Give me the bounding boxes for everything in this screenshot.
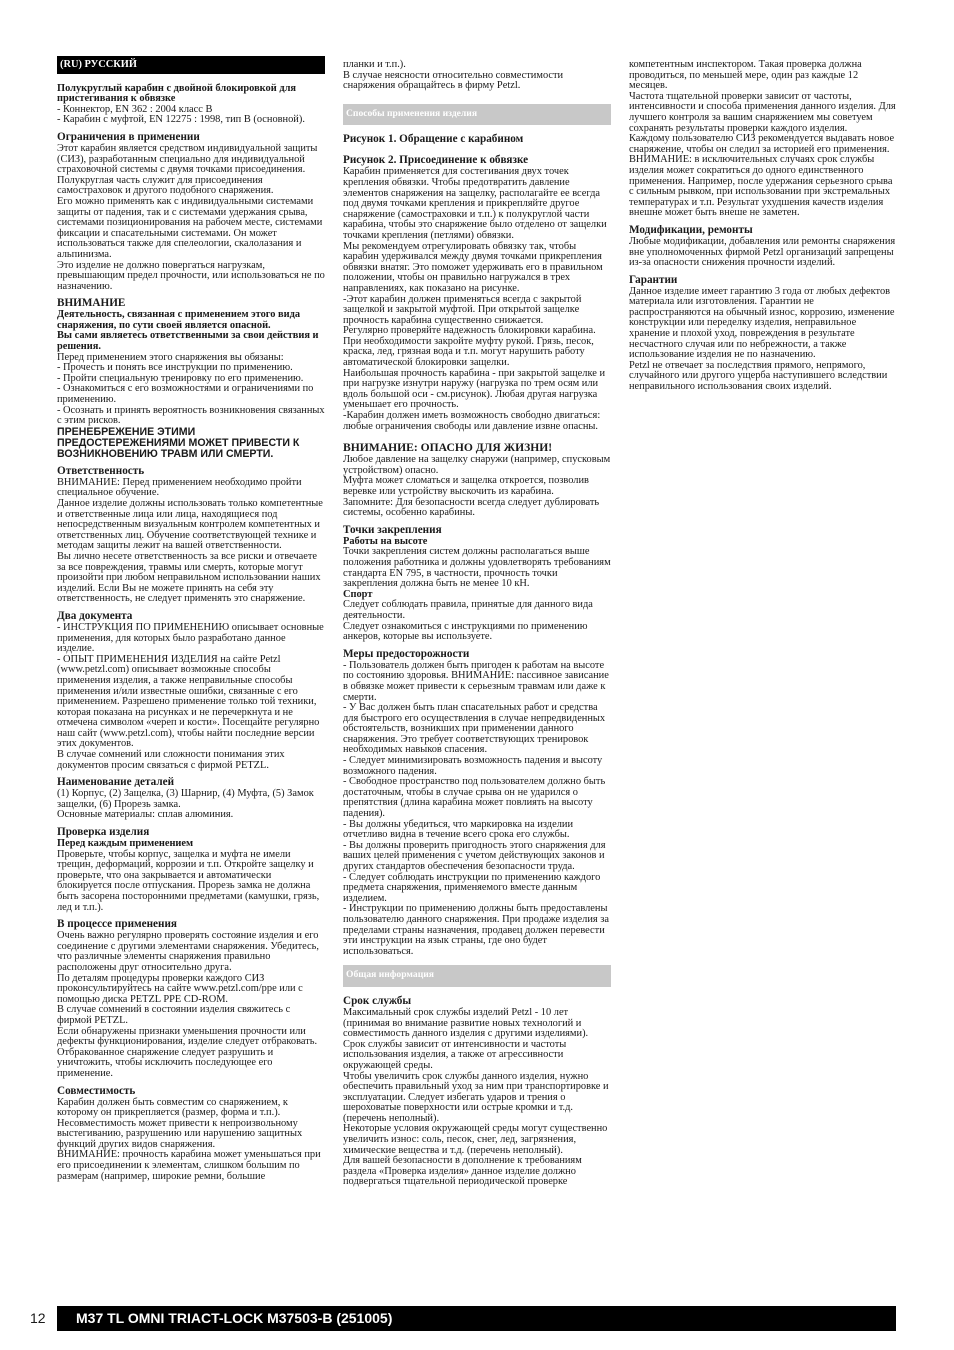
- product-title: Полукруглый карабин с двойной блокировкой для пристегивания к обвязке: [57, 82, 297, 105]
- during-text: Очень важно регулярно проверять состояние изделия и его соединение с другими элементами снаряжения. Убедитесь, что различные элементы снаряжения правильно расположены друг относительно друга. По деталям процедуры проверки каждого СИЗ проконсультируйтесь на сайте www.petzl.com/ppe или с помощью диска PETZL PPE CD-ROM. В случае сомнений в состоянии изделия свяжитесь с фирмой PETZL. Если обнаружены признаки уменьшения прочности или дефекты функционирования, изделие следует отбраковать. Отбракованное снаряжение следует разрушить и уничтожить, чтобы исключить последующее его применение.: [57, 930, 319, 1079]
- mod-text: Любые модификации, добавления или ремонты снаряжения вне уполномоченных фирмой Petzl организаций запрещены из-за опасности снижения прочности изделий.: [629, 235, 896, 269]
- docs-text: - ИНСТРУКЦИЯ ПО ПРИМЕНЕНИЮ описывает основные применения, для которых было разработано данное изделие. - ОПЫТ ПРИМЕНЕНИЯ ИЗДЕЛИЯ на сайте Petzl (www.petzl.com) описывает возможные способы применения изделия, а также неправильные способы применения и/или известные ошибки, связанные с его применением. Разрешено применение только той техники, которая показана на рисунках и не перечеркнута и не отмечена символом «череп и кости». Посещайте регулярно наш сайт (www.petzl.com), чтобы найти последние версии этих документов. В случае сомнений или сложности понимания этих документов просим связаться с фирмой PETZL.: [57, 621, 324, 771]
- compat-heading: Совместимость: [57, 1084, 136, 1097]
- danger-heading: ВНИМАНИЕ: ОПАСНО ДЛЯ ЖИЗНИ!: [343, 441, 553, 455]
- life-text: Максимальный срок службы изделий Petzl - 10 лет (принимая во внимание развитие новых технологий и совместимость данного изделия с другими изделиями). Срок службы зависит от интенсивности и частоты использования изделия, а также от агрессивности окружающей среды. Чтобы увеличить срок службы данного изделия, нужно обеспечить правильный уход за ним при транспортировке и эксплуатации. Следует избегать ударов и трения о шероховатые поверхности или острые кромки и т.д. (перечень неполный). Некоторые условия окружающей среды могут существенно увеличить износ: соль, песок, снег, лед, загрязнения, химические вещества и т.д. (перечень неполный). Для вашей безопасности в дополнение к требованиям раздела «Проверка изделия» данное изделие должно подвергаться тщательной периодической проверке: [343, 1006, 609, 1188]
- column-middle: [343, 60, 611, 1188]
- precaution-text: - Пользователь должен быть пригоден к работам на высоте по состоянию здоровья. ВНИМАНИЕ: пассивное зависание в обвязке может привести к серьезным травмам или даже к смерти. - У Вас должен быть план спасательных работ и средства для быстрого его осуществления в случае непредвиденных обстоятельств, возникших при применении данного снаряжения. Это требует соответствующих тренировок необходимых навыков спасения. - Следует минимизировать возможность падения и высоту возможного падения. - Свободное пространство под пользователем должно быть достаточным, чтобы в случае срыва он не ударился о препятствия (длина карабина может повлиять на высоту падения). - Вы должны убедиться, что маркировка на изделии отчетливо видна в течение всего срока его службы. - Вы должны проверить пригодность этого снаряжения для ваших целей применения с учетом действующих законов и других стандартов обеспечения безопасности труда. - Следует соблюдать инструкции по применению каждого предмета снаряжения, применяемого вместе данным изделием. - Инструкции по применению должны быть предоставлены пользователю данного снаряжения. При продаже изделия за пределами страны назначения, продавец должен перевести эти инструкции на язык страны, где оно будет использоваться.: [343, 659, 609, 957]
- attention-heading: ВНИМАНИЕ: [57, 297, 126, 310]
- usage-section-bar: Способы применения изделия: [343, 104, 611, 126]
- language-label: (RU) РУССКИЙ: [57, 56, 325, 74]
- anchor-sub-height: Работы на высоте: [343, 535, 428, 547]
- mod-heading: Модификации, ремонты: [629, 223, 753, 236]
- compat-continued: планки и т.п.). В случае неясности относительно совместимости снаряжения обращайтесь в фирму Petzl.: [343, 59, 564, 92]
- product-specs: - Коннектор, EN 362 : 2004 класс В - Карабин с муфтой, EN 12275 : 1998, тип В (основной).: [57, 103, 305, 126]
- page-number: 12: [30, 1310, 46, 1326]
- fig2-text: Карабин применяется для состегивания двух точек крепления обвязки. Чтобы предотвратить давление элементов снаряжения на защелку, располагайте ее всегда под двумя точками крепления и прикрепляйте другое снаряжение (самостраховки и т.п.) к полукруглой части карабина, чтобы это снаряжение было отделено от защелки точками крепления (петлями) обвязки. Мы рекомендуем отрегулировать обвязку так, чтобы карабин удерживался между двумя точками прикрепления обвязки внатяг. Это поможет удерживать его в правильном положении, чтобы он правильно нагружался в трех направлениях, как показано на рисунке. -Этот карабин должен применяться всегда с закрытой защелкой и закрытой муфтой. При открытой защелке прочность карабина существенно снижается. Регулярно проверяйте надежность блокировки карабина. При необходимости закройте муфту рукой. Грязь, песок, краска, лед, грязная вода и т.п. могут нарушить работу автоматической блокировки защелки. Наибольшая прочность карабина - при закрытой защелке и при нагрузке изнутри наружу (нагрузка по трем осям или вдоль большой оси - см.рисунок). Любая другая нагрузка уменьшает его прочность. -Карабин должен иметь возможность свободно двигаться: любые ограничения свободы или давление извне опасны.: [343, 166, 607, 432]
- footer-bar: M37 TL OMNI TRIACT-LOCK M37503-B (251005): [57, 1306, 896, 1331]
- anchor-text-height: Точки закрепления систем должны располагаться выше положения работника и должны удовлетворять требованиям стандарта EN 795, в частности, прочность точки закрепления должна быть не менее 10 кН.: [343, 546, 611, 590]
- limits-text: Этот карабин является средством индивидуальной защиты (СИЗ), разработанным специально для индивидуальной страховочной системы с двумя точками присоединения. Полукруглая часть служит для присоединения самостраховок и другого подобного снаряжения. Его можно применять как с индивидуальными системами защиты от падения, так и с системами удержания срыва, системами позиционирования на рабочем месте, системами фиксации и спасательными системами. Он может использоваться также для спелеологии, скалолазания и альпинизма. Это изделие не должно повергаться нагрузкам, превышающим предел прочности, или использоваться не по назначению.: [57, 142, 325, 292]
- compat-text: Карабин должен быть совместим со снаряжением, к которому он прикрепляется (размер, форма и т.п.). Несовместимость может привести к непроизвольному выстегиванию, разрушению или нарушению защитных функций других видов снаряжения. ВНИМАНИЕ: прочность карабина может уменьшаться при его присоединении к элементам, слишком большим по размерам (например, широкие ремни, большие: [57, 1096, 321, 1182]
- life-heading: Срок службы: [343, 994, 412, 1007]
- parts-text: (1) Корпус, (2) Защелка, (3) Шарнир, (4) Муфта, (5) Замок защелки, (6) Прорезь замка. Основные материалы: сплав алюминия.: [57, 788, 314, 821]
- anchor-sub-sport: Спорт: [343, 588, 373, 600]
- parts-heading: Наименование деталей: [57, 776, 175, 789]
- life-continued: компетентным инспектором. Такая проверка должна проводиться, по меньшей мере, один раз каждые 12 месяцев. Частота тщательной проверки зависит от частоты, интенсивности и способа применения данного изделия. Для лучшего контроля за вашим снаряжением мы советуем сохранять результаты проверки каждого изделия. Каждому пользователю СИЗ рекомендуется выдавать новое снаряжение, чтобы он следил за историей его применения. ВНИМАНИЕ: в исключительных случаях срок службы изделия может сократиться до одного единственного применения. Например, после удержания серьезного срыва с сильным рывком, при использовании при экстремальных температурах и т.п. Результат ухудшения качеств изделия внешне может быть внеше не заметен.: [629, 59, 896, 219]
- attention-bold: Деятельность, связанная с применением этого вида снаряжения, по сути своей является опасной. Вы сами являетесь ответственными за свои действия и решения.: [57, 309, 319, 353]
- check-subheading: Перед каждым применением: [57, 838, 194, 850]
- anchor-heading: Точки закрепления: [343, 523, 442, 536]
- general-section-bar: Общая информация: [343, 965, 611, 987]
- fig1-title: Рисунок 1. Обращение с карабином: [343, 133, 524, 146]
- check-heading: Проверка изделия: [57, 826, 150, 839]
- resp-heading: Ответственность: [57, 464, 145, 477]
- docs-heading: Два документа: [57, 609, 133, 622]
- limits-heading: Ограничения в применении: [57, 130, 200, 143]
- anchor-text-sport: Следует соблюдать правила, принятые для данного вида деятельности. Следует ознакомиться с инструкциями по применению анкеров, которые вы используете.: [343, 599, 593, 643]
- precaution-heading: Меры предосторожности: [343, 647, 470, 660]
- during-heading: В процессе применения: [57, 918, 177, 931]
- attention-text: Перед применением этого снаряжения вы обязаны: - Прочесть и понять все инструкции по применению. - Пройти специальную тренировку по его применению. - Ознакомиться с его возможностями и ограничениями по применению. - Осознать и принять вероятность возникновения связанных с этим рисков.: [57, 351, 325, 427]
- fig2-title: Рисунок 2. Присоединение к обвязке: [343, 154, 529, 167]
- column-right: [629, 60, 897, 393]
- danger-text: Любое давление на защелку снаружи (например, спусковым устройством) опасно. Муфта может сломаться и защелка откроется, позволив веревке или устройству выскочить из карабина. Запомните: Для безопасности всегда следует дублировать системы, особенно карабины.: [343, 454, 611, 519]
- neglect-warning: ПРЕНЕБРЕЖЕНИЕ ЭТИМИ ПРЕДОСТЕРЕЖЕНИЯМИ МОЖЕТ ПРИВЕСТИ К ВОЗНИКНОВЕНИЮ ТРАВМ ИЛИ СМЕРТИ.: [57, 425, 300, 460]
- resp-text: ВНИМАНИЕ: Перед применением необходимо пройти специальное обучение. Данное изделие должны использовать только компетентные и ответственные лица или лица, находящиеся под непосредственным визуальным контролем компетентных и ответственных лиц. Обучение соответствующей технике и методам защиты лежит на вашей ответственности. Вы лично несете ответственность за все риски и отвечаете за все повреждения, травмы или смерть, которые могут произойти при любом неправильном использовании наших изделий. Если Вы не можете принять на себя эту ответственность, не следует применять это снаряжение.: [57, 476, 323, 605]
- warranty-text: Данное изделие имеет гарантию 3 года от любых дефектов материала или изготовления. Гарантии не распространяются на обычный износ, коррозию, изменение конструкции или переделку изделия, неправильное хранение и плохой уход, повреждения в результате несчастного случая или по небрежности, а также использование изделия не по назначению. Petzl не отвечает за последствия прямого, непрямого, случайного или другого ущерба наступившего вследствии неправильного использования своих изделий.: [629, 285, 895, 393]
- column-left: [57, 56, 325, 1182]
- check-text: Проверьте, чтобы корпус, защелка и муфта не имели трещин, деформаций, коррозии и т.п. Откройте защелку и проверьте, что она закрывается и автоматически блокируется после отпускания. Прорезь замка не должна быть засорена посторонними предметами (камушки, грязь, лед и т.п.).: [57, 848, 320, 913]
- warranty-heading: Гарантии: [629, 273, 678, 286]
